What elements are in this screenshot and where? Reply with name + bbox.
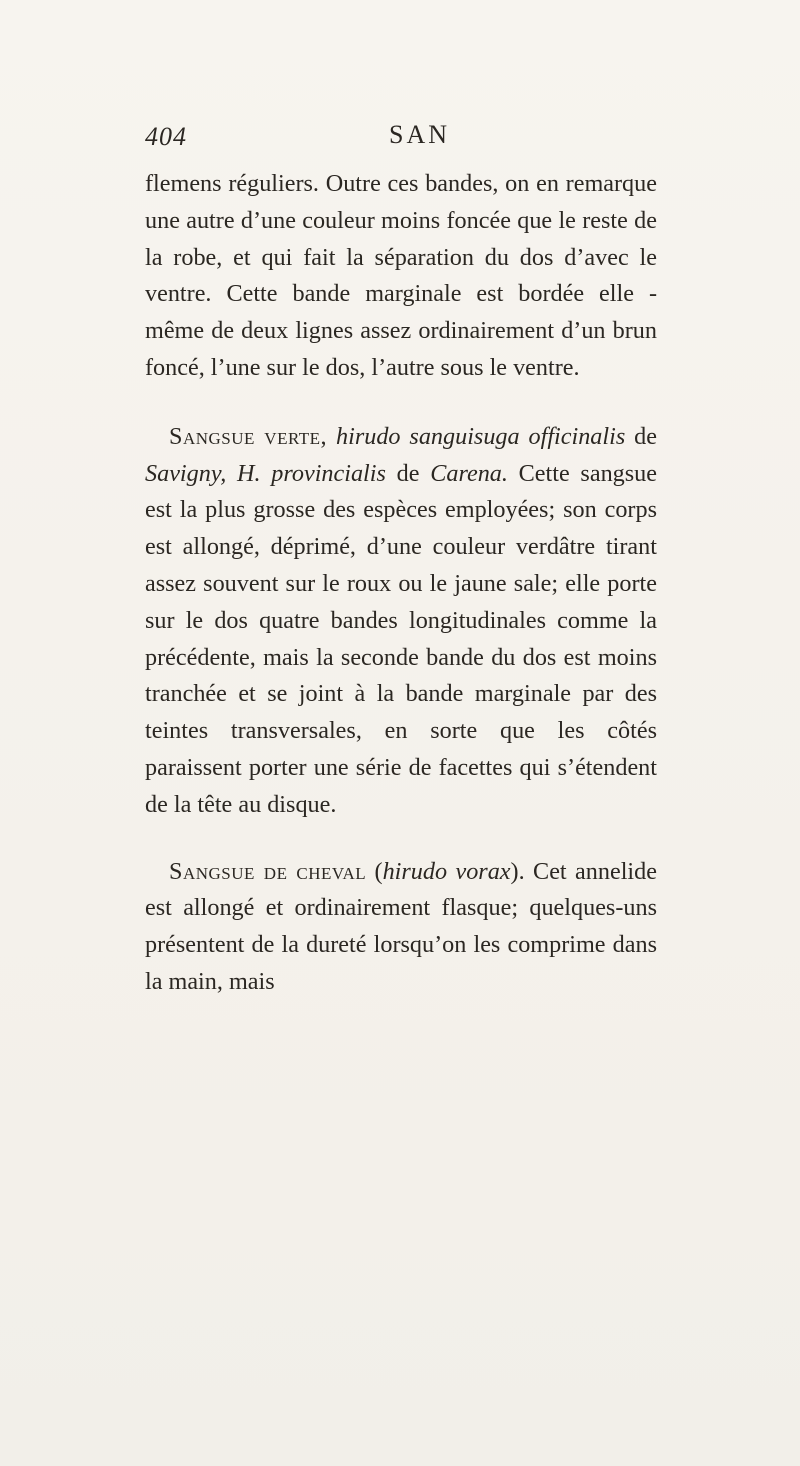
paragraph-text: Cette sangsue est la plus grosse des espèces employées; son corps est allongé, déprimé, d’une couleur verdâtre tirant assez souvent sur le roux ou le jaune sale; elle porte sur le dos quatre bandes longitudinales comme la précédente, mais la seconde bande du dos est moins tranchée et se joint à la bande marginale par des teintes transversales, en sorte que les côtés paraissent porter une série de facettes qui s’étendent de la tête au disque.: [145, 459, 658, 818]
entry-sangsue-de-cheval: [145, 854, 657, 1001]
author-name: Carena.: [430, 459, 508, 487]
connector-text: de: [385, 459, 431, 487]
paragraph-gap: [145, 387, 657, 419]
paragraph-text: Cet annelide est allongé et ordinairement flasque; quelques-uns présentent de la dureté lorsqu’on les comprime dans la main, mais: [145, 857, 657, 995]
paren-open: (: [366, 857, 383, 885]
body-text: [145, 166, 657, 1001]
paragraph-gap: [145, 824, 657, 854]
entry-heading: Sangsue de cheval: [169, 857, 367, 885]
latin-name: hirudo sanguisuga officinalis: [336, 422, 626, 450]
latin-name: H. provincialis: [237, 459, 386, 487]
entry-sangsue-verte: [145, 419, 657, 824]
page-header: [145, 118, 665, 158]
page-number: 404: [145, 122, 187, 151]
running-head: SAN: [389, 120, 451, 149]
paren-close: ).: [510, 857, 525, 885]
paragraph-text: flemens réguliers. Outre ces bandes, on en remarque une autre d’une couleur moins foncée que le reste de la robe, et qui fait la séparation du dos d’avec le ventre. Cette bande marginale est bordée elle - même de deux lignes assez ordinairement d’un brun foncé, l’une sur le dos, l’autre sous le ventre.: [145, 170, 657, 381]
author-name: Savigny,: [145, 459, 227, 487]
entry-heading: Sangsue verte,: [169, 422, 328, 450]
paragraph-continuation: [145, 166, 657, 387]
connector-text: de: [625, 422, 657, 450]
latin-name: hirudo vorax: [382, 857, 511, 885]
